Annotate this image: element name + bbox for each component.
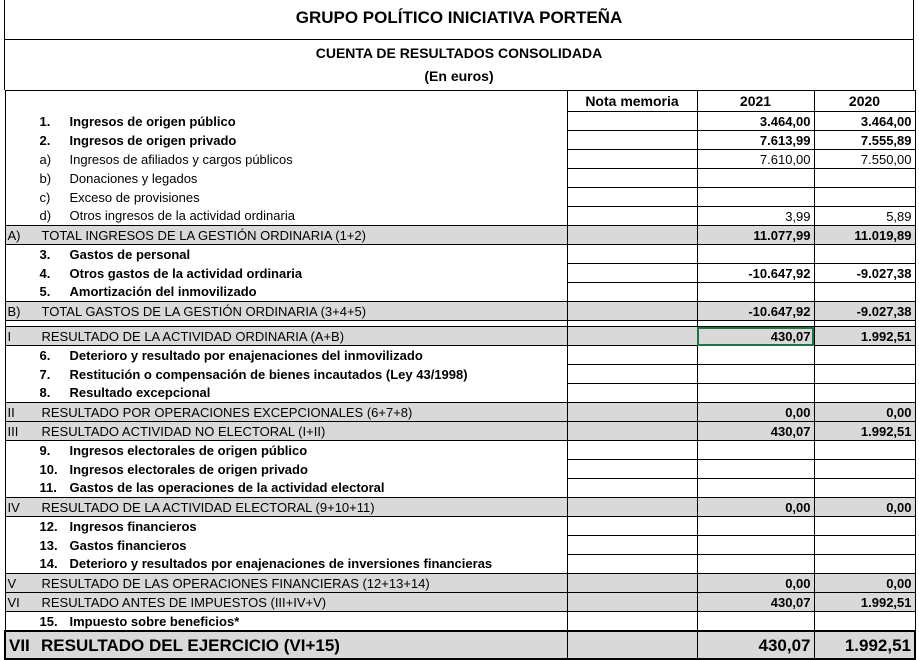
nota-memoria-cell[interactable] (567, 226, 697, 245)
row-label-cell[interactable] (5, 150, 567, 169)
value-2021-cell[interactable]: 3.464,00 (697, 112, 814, 131)
row-roman-index: II (7, 404, 15, 420)
row-number: 8. (39, 385, 51, 401)
row-label: Otros gastos de la actividad ordinaria (69, 265, 303, 281)
value-2021-cell[interactable]: 11.077,99 (697, 226, 814, 245)
nota-memoria-cell[interactable] (567, 169, 697, 188)
row-label-cell[interactable] (5, 169, 567, 188)
value-2021-cell[interactable]: 7.613,99 (697, 131, 814, 150)
value-2021-cell[interactable]: 0,00 (697, 498, 814, 517)
row-label: RESULTADO ANTES DE IMPUESTOS (III+IV+V) (41, 594, 327, 610)
header-year-2020[interactable]: 2020 (814, 91, 915, 112)
row-label-cell[interactable] (5, 517, 567, 536)
total-row (5, 226, 915, 245)
value-2020-cell[interactable] (814, 441, 915, 460)
nota-memoria-cell[interactable] (567, 479, 697, 498)
table-row (5, 384, 915, 403)
value-2021-cell[interactable]: 430,07 (697, 593, 814, 612)
value-2021-cell[interactable] (697, 365, 814, 384)
total-row (5, 327, 915, 346)
total-row (5, 574, 915, 593)
table-row (5, 612, 915, 632)
row-label: RESULTADO DE LA ACTIVIDAD ORDINARIA (A+B) (41, 328, 345, 344)
value-2020-cell[interactable] (814, 384, 915, 403)
value-2021-cell[interactable]: 7.610,00 (697, 150, 814, 169)
row-label: Ingresos electorales de origen público (69, 442, 308, 458)
value-2020-cell[interactable] (814, 479, 915, 498)
value-2020-cell[interactable]: 1.992,51 (814, 593, 915, 612)
row-number: 5. (39, 284, 51, 300)
row-label-cell[interactable] (5, 188, 567, 207)
nota-memoria-cell[interactable] (567, 245, 697, 264)
row-number: 2. (39, 132, 51, 148)
row-number: d) (39, 208, 52, 224)
row-label: Ingresos electorales de origen privado (69, 461, 308, 477)
row-number: 15. (39, 613, 58, 629)
row-roman-index: IV (7, 499, 20, 515)
table-row (5, 150, 915, 169)
value-2021-cell[interactable] (697, 555, 814, 574)
table-row (5, 169, 915, 188)
row-roman-index: VI (7, 594, 20, 610)
nota-memoria-cell[interactable] (567, 283, 697, 302)
nota-memoria-cell[interactable] (567, 460, 697, 479)
row-label: Gastos de las operaciones de la actividad electoral (69, 480, 385, 496)
value-2020-cell[interactable]: 3.464,00 (814, 112, 915, 131)
table-row (5, 131, 915, 150)
row-number: 14. (39, 556, 58, 572)
row-label-cell[interactable] (5, 403, 567, 422)
row-label-cell[interactable] (5, 302, 567, 321)
table-row (5, 112, 915, 131)
row-roman-index: VII (9, 635, 30, 655)
value-2020-cell[interactable] (814, 517, 915, 536)
nota-memoria-cell[interactable] (567, 517, 697, 536)
row-label-cell[interactable] (5, 264, 567, 283)
table-row (5, 188, 915, 207)
row-number: b) (39, 170, 52, 186)
nota-memoria-cell[interactable] (567, 384, 697, 403)
table-row (5, 245, 915, 264)
row-roman-index: B) (7, 303, 21, 319)
row-label-cell[interactable] (5, 226, 567, 245)
value-2021-cell[interactable] (697, 460, 814, 479)
row-label: TOTAL GASTOS DE LA GESTIÓN ORDINARIA (3+4+5) (41, 303, 367, 319)
row-label: RESULTADO DEL EJERCICIO (VI+15) (41, 635, 340, 655)
nota-memoria-cell[interactable] (567, 574, 697, 593)
nota-memoria-cell[interactable] (567, 327, 697, 346)
income-statement-sheet (4, 0, 914, 655)
table-row (5, 441, 915, 460)
row-label: Donaciones y legados (69, 170, 198, 186)
row-label-cell[interactable] (5, 555, 567, 574)
row-label-cell[interactable] (5, 574, 567, 593)
table-row (5, 536, 915, 555)
row-number: 1. (39, 113, 51, 129)
nota-memoria-cell[interactable] (567, 346, 697, 365)
row-label-cell[interactable] (5, 245, 567, 264)
value-2021-cell[interactable] (697, 384, 814, 403)
header-year-2021[interactable]: 2021 (697, 91, 814, 112)
value-2020-cell[interactable] (814, 245, 915, 264)
row-label: Deterioro y resultados por enajenaciones de inversiones financieras (69, 556, 493, 572)
table-row (5, 479, 915, 498)
row-label: Otros ingresos de la actividad ordinaria (69, 208, 295, 224)
row-roman-index: A) (7, 227, 21, 243)
row-label-cell[interactable] (5, 479, 567, 498)
nota-memoria-cell[interactable] (567, 498, 697, 517)
value-2020-cell[interactable]: 0,00 (814, 403, 915, 422)
row-number: a) (39, 151, 52, 167)
row-label-cell[interactable] (5, 283, 567, 302)
value-2020-cell[interactable] (814, 169, 915, 188)
value-2020-cell[interactable]: 1.992,51 (814, 327, 915, 346)
nota-memoria-cell[interactable] (567, 302, 697, 321)
row-number: 4. (39, 265, 51, 281)
value-2021-cell[interactable] (697, 169, 814, 188)
row-number: 7. (39, 366, 51, 382)
header-label-cell[interactable] (5, 91, 567, 112)
nota-memoria-cell[interactable] (567, 365, 697, 384)
row-label-cell[interactable] (5, 460, 567, 479)
row-label-cell[interactable] (5, 441, 567, 460)
statement-subtitle[interactable]: CUENTA DE RESULTADOS CONSOLIDADA (315, 45, 603, 61)
row-roman-index: V (7, 575, 17, 591)
row-label: Restitución o compensación de bienes incautados (Ley 43/1998) (69, 366, 468, 382)
value-2021-cell[interactable] (697, 283, 814, 302)
row-label: TOTAL INGRESOS DE LA GESTIÓN ORDINARIA (1+2) (41, 227, 366, 243)
row-label: Ingresos de origen privado (69, 132, 237, 148)
nota-memoria-cell[interactable] (567, 403, 697, 422)
row-label-cell[interactable] (5, 327, 567, 346)
total-row (5, 302, 915, 321)
value-2021-cell[interactable]: -10.647,92 (697, 264, 814, 283)
nota-memoria-cell[interactable] (567, 536, 697, 555)
value-2021-cell[interactable] (697, 612, 814, 632)
value-2021-cell[interactable] (697, 346, 814, 365)
value-2020-cell[interactable] (814, 283, 915, 302)
value-2020-cell[interactable] (814, 460, 915, 479)
value-2020-cell[interactable] (814, 188, 915, 207)
header-nota-memoria[interactable]: Nota memoria (567, 91, 697, 112)
value-2021-cell[interactable] (697, 479, 814, 498)
row-number: 13. (39, 537, 58, 553)
row-number: 3. (39, 246, 51, 262)
nota-memoria-cell[interactable] (567, 441, 697, 460)
row-number: c) (39, 189, 51, 205)
row-label: Amortización del inmovilizado (69, 284, 257, 300)
table-row (5, 264, 915, 283)
value-2020-cell[interactable]: 1.992,51 (814, 422, 915, 441)
nota-memoria-cell[interactable] (567, 612, 697, 632)
row-label-cell[interactable] (5, 536, 567, 555)
row-label: RESULTADO DE LA ACTIVIDAD ELECTORAL (9+10+11) (41, 499, 375, 515)
total-row (5, 593, 915, 612)
table-row (5, 283, 915, 302)
row-label: Gastos de personal (69, 246, 191, 262)
table-header-row (5, 91, 915, 112)
nota-memoria-cell[interactable] (567, 264, 697, 283)
value-2021-cell[interactable] (697, 245, 814, 264)
row-label: Resultado excepcional (69, 385, 211, 401)
value-2020-cell[interactable]: 1.992,51 (814, 631, 915, 659)
row-label: RESULTADO DE LAS OPERACIONES FINANCIERAS (12+13+14) (41, 575, 430, 591)
row-label-cell[interactable] (5, 384, 567, 403)
row-label: Deterioro y resultado por enajenaciones del inmovilizado (69, 347, 423, 363)
value-2020-cell[interactable]: 5,89 (814, 207, 915, 226)
results-table (4, 90, 916, 660)
fill-handle[interactable] (812, 343, 815, 346)
value-2021-cell[interactable] (697, 517, 814, 536)
row-label: Gastos financieros (69, 537, 187, 553)
value-2020-cell[interactable]: 7.550,00 (814, 150, 915, 169)
table-row (5, 365, 915, 384)
row-label-cell[interactable] (5, 365, 567, 384)
value-2020-cell[interactable]: 7.555,89 (814, 131, 915, 150)
nota-memoria-cell[interactable] (567, 593, 697, 612)
table-row (5, 555, 915, 574)
value-2020-cell[interactable]: 11.019,89 (814, 226, 915, 245)
value-2021-cell[interactable]: 430,07 (697, 631, 814, 659)
document-title[interactable]: GRUPO POLÍTICO INICIATIVA PORTEÑA (4, 0, 914, 40)
nota-memoria-cell[interactable] (567, 207, 697, 226)
value-2020-cell[interactable]: -9.027,38 (814, 302, 915, 321)
row-label-cell[interactable] (5, 131, 567, 150)
value-2020-cell[interactable] (814, 346, 915, 365)
table-row (5, 517, 915, 536)
row-label-cell[interactable] (5, 207, 567, 226)
row-label-cell[interactable] (5, 346, 567, 365)
value-2020-cell[interactable] (814, 536, 915, 555)
table-row (5, 346, 915, 365)
row-roman-index: I (7, 328, 12, 344)
total-row (5, 403, 915, 422)
row-number: 10. (39, 461, 58, 477)
nota-memoria-cell[interactable] (567, 112, 697, 131)
row-label-cell[interactable] (5, 612, 567, 632)
value-2021-cell-selected[interactable]: 430,07 (697, 327, 814, 346)
value-2020-cell[interactable] (814, 612, 915, 632)
currency-note[interactable]: (En euros) (424, 68, 494, 84)
row-number: 6. (39, 347, 51, 363)
value-2021-cell[interactable] (697, 536, 814, 555)
value-2021-cell[interactable]: 430,07 (697, 422, 814, 441)
nota-memoria-cell[interactable] (567, 131, 697, 150)
row-number: 12. (39, 518, 58, 534)
nota-memoria-cell[interactable] (567, 555, 697, 574)
row-label-cell[interactable] (5, 498, 567, 517)
row-label: Ingresos financieros (69, 518, 197, 534)
row-label: RESULTADO POR OPERACIONES EXCEPCIONALES (6+7+8) (41, 404, 413, 420)
value-2021-cell[interactable] (697, 441, 814, 460)
row-number: 11. (39, 480, 57, 496)
value-2021-cell[interactable]: 0,00 (697, 574, 814, 593)
value-2020-cell[interactable]: -9.027,38 (814, 264, 915, 283)
row-label: Ingresos de afiliados y cargos públicos (69, 151, 293, 167)
nota-memoria-cell[interactable] (567, 150, 697, 169)
nota-memoria-cell[interactable] (567, 188, 697, 207)
value-2020-cell[interactable] (814, 555, 915, 574)
value-2021-cell[interactable]: 3,99 (697, 207, 814, 226)
row-label: RESULTADO ACTIVIDAD NO ELECTORAL (I+II) (41, 423, 326, 439)
row-number: 9. (39, 442, 51, 458)
row-label: Ingresos de origen público (69, 113, 236, 129)
value-2020-cell[interactable]: 0,00 (814, 498, 915, 517)
value-2021-cell[interactable] (697, 188, 814, 207)
row-label-cell[interactable] (5, 422, 567, 441)
row-roman-index: III (7, 423, 19, 439)
row-label-cell[interactable] (5, 112, 567, 131)
row-label-cell[interactable] (5, 593, 567, 612)
value-2021-cell[interactable]: -10.647,92 (697, 302, 814, 321)
row-label: Impuesto sobre beneficios* (69, 613, 240, 629)
subtitle-block (4, 40, 914, 90)
value-2020-cell[interactable] (814, 365, 915, 384)
table-row (5, 207, 915, 226)
total-row (5, 498, 915, 517)
table-row (5, 460, 915, 479)
total-row (5, 422, 915, 441)
row-label: Exceso de provisiones (69, 189, 200, 205)
value-2021-cell[interactable]: 0,00 (697, 403, 814, 422)
value-2020-cell[interactable]: 0,00 (814, 574, 915, 593)
nota-memoria-cell[interactable] (567, 422, 697, 441)
